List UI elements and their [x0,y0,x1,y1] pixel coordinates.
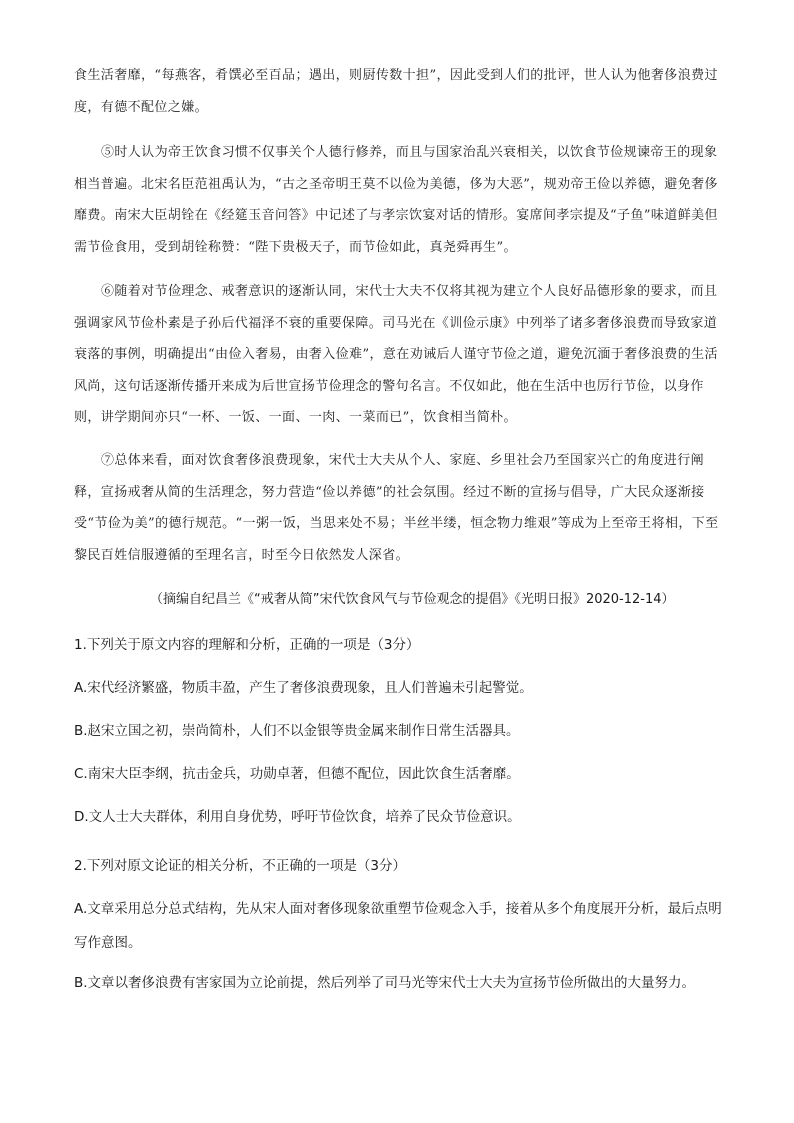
source-citation: （摘编自纪昌兰《“戒奢从简”宋代饮食风气与节俭观念的提倡》《光明日报》2020-12-14） [150,592,675,607]
passage-paragraph-continued: 食生活奢靡，“每燕客，肴馔必至百品；遇出，则厨传数十担”，因此受到人们的批评，世人认为他奢侈浪费过度，有德不配位之嫌。 [74,68,718,115]
question-1-option-d: D.文人士大夫群体，利用自身优势，呼吁节俭饮食，培养了民众节俭意识。 [74,809,521,825]
passage-paragraph-7: ⑦总体来看，面对饮食奢侈浪费现象，宋代士大夫从个人、家庭、乡里社会乃至国家兴亡的角度进行阐释，宣扬戒奢从简的生活理念，努力营造“俭以养德”的社会氛围。经过不断的宣扬与倡导，广大民众逐渐接受“节俭为美”的德行规范。“一粥一饭，当思来处不易；半丝半缕，恒念物力维艰”等成为上至帝王将相，下至黎民百姓信服遵循的至理名言，时至今日依然发人深省。 [74,453,719,563]
question-2-stem: 2.下列对原文论证的相关分析，不正确的一项是（3分） [74,858,406,874]
question-1-stem: 1.下列关于原文内容的理解和分析，正确的一项是（3分） [74,637,420,653]
question-1-option-c: C.南宋大臣李纲，抗击金兵，功勋卓著，但德不配位，因此饮食生活奢靡。 [74,766,520,782]
question-2-option-b: B.文章以奢侈浪费有害家国为立论前提，然后列举了司马光等宋代士大夫为宣扬节俭所做出的大量努力。 [74,975,696,991]
passage-paragraph-6: ⑥随着对节俭理念、戒奢意识的逐渐认同，宋代士大夫不仅将其视为建立个人良好品德形象的要求，而且强调家风节俭朴素是子孙后代福泽不衰的重要保障。司马光在《训俭示康》中列举了诸多奢侈浪费而导致家道衰落的事例，明确提出“由俭入奢易，由奢入俭难”，意在劝诫后人谨守节俭之道，避免沉湎于奢侈浪费的生活风尚，这句话逐渐传播开来成为后世宣扬节俭理念的警句名言。不仅如此，他在生活中也厉行节俭，以身作则，讲学期间亦只“一杯、一饭、一面、一肉、一菜而已”，饮食相当简朴。 [74,284,718,425]
passage-paragraph-5: ⑤时人认为帝王饮食习惯不仅事关个人德行修养，而且与国家治乱兴衰相关，以饮食节俭规谏帝王的现象相当普遍。北宋名臣范祖禹认为，“古之圣帝明王莫不以俭为美德，侈为大恶”，规劝帝王俭以养德，避免奢侈靡费。南宋大臣胡铨在《经筵玉音问答》中记述了与孝宗饮宴对话的情形。宴席间孝宗提及“子鱼”味道鲜美但需节俭食用，受到胡铨称赞：“陛下贵极天子，而节俭如此，真尧舜再生”。 [74,145,718,255]
question-1-option-a: A.宋代经济繁盛，物质丰盈，产生了奢侈浪费现象，且人们普遍未引起警觉。 [74,680,533,696]
question-1-option-b: B.赵宋立国之初，崇尚简朴，人们不以金银等贵金属来制作日常生活器具。 [74,723,520,739]
question-2-option-a: A.文章采用总分总式结构，先从宋人面对奢侈现象欲重塑节俭观念入手，接着从多个角度展开分析，最后点明写作意图。 [74,901,722,951]
